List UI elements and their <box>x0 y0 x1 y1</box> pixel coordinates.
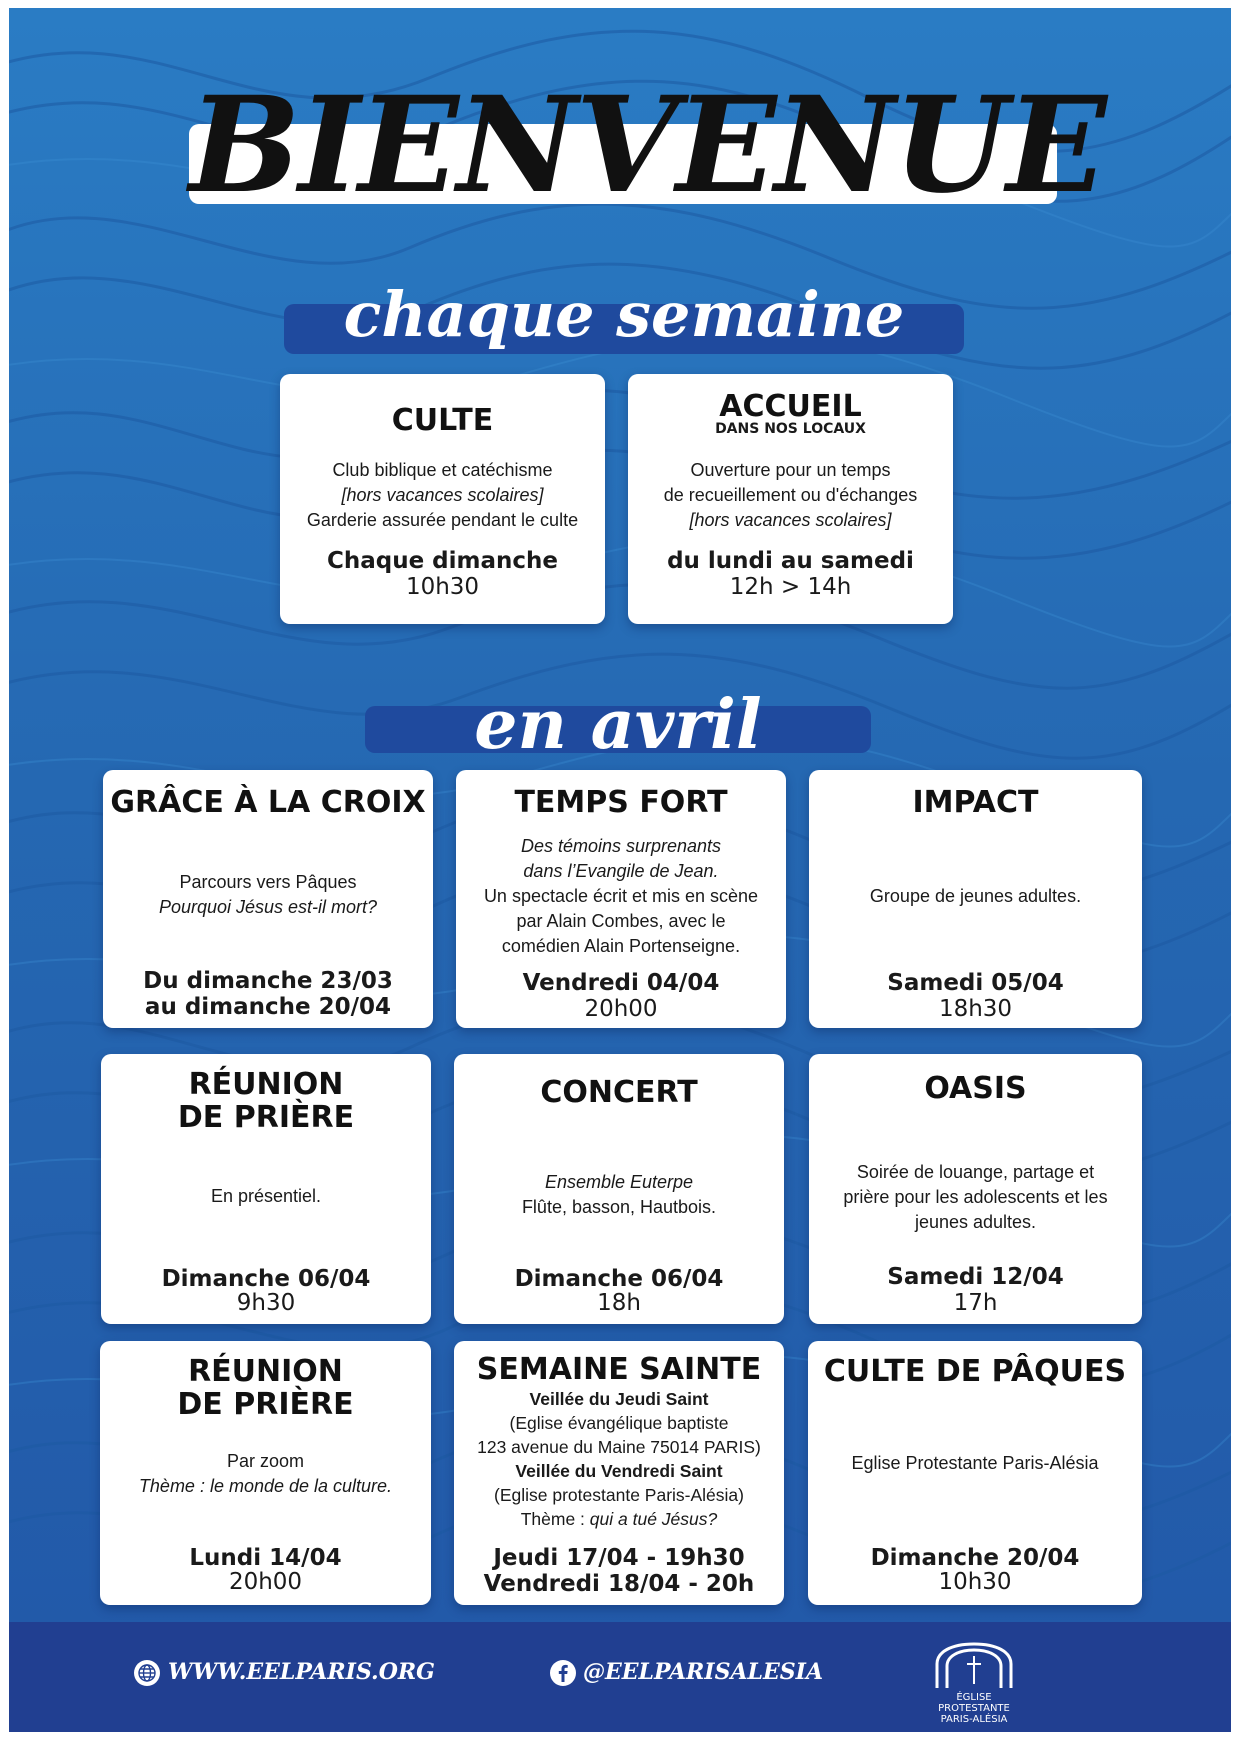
card-theme-line <box>460 1507 778 1531</box>
card-date-line: au dimanche 20/04 <box>144 994 392 1020</box>
event-card-reunion-de-priere-1 <box>101 1054 431 1324</box>
card-time: 18h30 <box>938 996 1013 1022</box>
event-card-concert <box>454 1054 784 1324</box>
card-title: IMPACT <box>912 785 1039 820</box>
card-title-line: DE PRIÈRE <box>177 1387 354 1422</box>
card-text-line: Parcours vers Pâques <box>179 872 357 892</box>
card-text-line: Ouverture pour un temps <box>690 460 891 480</box>
card-text-line: Veillée du Vendredi Saint <box>515 1461 723 1481</box>
weekly-heading: chaque semaine <box>343 278 905 351</box>
card-description <box>815 884 1136 909</box>
website-link[interactable]: WWW.EELPARIS.ORG <box>168 1659 435 1685</box>
card-date: Vendredi 04/04 <box>522 970 720 996</box>
card-description <box>286 458 599 533</box>
card-description <box>460 1387 778 1531</box>
weekly-card-accueil <box>628 374 953 624</box>
card-date: du lundi au samedi <box>667 548 914 574</box>
card-title: GRÂCE À LA CROIX <box>110 785 426 820</box>
event-card-oasis <box>809 1054 1142 1324</box>
card-title: TEMPS FORT <box>514 785 728 820</box>
card-time: 9h30 <box>236 1290 296 1316</box>
card-time: 18h <box>597 1290 641 1316</box>
footer <box>9 1622 1231 1732</box>
card-date: Chaque dimanche <box>326 548 559 574</box>
logo-text-line: PARIS-ALÉSIA <box>940 1714 1008 1725</box>
event-card-temps-fort <box>456 770 786 1028</box>
card-title-line: RÉUNION <box>188 1067 344 1102</box>
card-text-line: de recueillement ou d'échanges <box>663 485 918 505</box>
card-title: SEMAINE SAINTE <box>476 1352 762 1387</box>
card-date: Samedi 05/04 <box>887 970 1064 996</box>
poster <box>9 8 1231 1732</box>
card-time: 20h00 <box>584 996 658 1022</box>
card-time: 10h30 <box>405 574 480 600</box>
card-text-line: Club biblique et catéchisme <box>332 460 553 480</box>
globe-icon <box>133 1659 161 1687</box>
card-date: Dimanche 06/04 <box>161 1266 371 1292</box>
event-card-impact <box>809 770 1142 1028</box>
card-time: 17h <box>953 1290 998 1316</box>
card-date <box>454 1545 784 1597</box>
card-text-line: (Eglise évangélique baptiste <box>509 1413 729 1433</box>
card-text-line: par Alain Combes, avec le <box>516 911 726 931</box>
event-card-semaine-sainte <box>454 1341 784 1605</box>
card-description <box>815 1160 1136 1235</box>
event-card-reunion-de-priere-2 <box>100 1341 431 1605</box>
card-date: Dimanche 20/04 <box>870 1545 1080 1571</box>
logo-text-line: ÉGLISE <box>956 1692 992 1703</box>
card-text-line: Garderie assurée pendant le culte <box>306 510 579 530</box>
card-title <box>101 1068 431 1134</box>
card-date-line: Du dimanche 23/03 <box>143 968 393 994</box>
card-text-line: Eglise Protestante Paris-Alésia <box>851 1453 1099 1473</box>
card-date: Samedi 12/04 <box>887 1264 1064 1290</box>
card-title: CULTE <box>391 403 494 438</box>
facebook-link[interactable]: @EELPARISALESIA <box>583 1659 824 1685</box>
card-subtitle: DANS NOS LOCAUX <box>715 421 866 437</box>
card-time: 10h30 <box>938 1569 1012 1595</box>
card-date-line: Vendredi 18/04 - 20h <box>483 1571 755 1597</box>
card-description <box>106 1449 425 1499</box>
card-text-line: Un spectacle écrit et mis en scène <box>483 886 759 906</box>
card-date <box>103 968 433 1020</box>
event-card-culte-de-paques <box>808 1341 1142 1605</box>
card-text-line: En présentiel. <box>210 1186 322 1206</box>
card-text-line: Soirée de louange, partage et <box>856 1162 1095 1182</box>
card-title-line: RÉUNION <box>188 1354 343 1389</box>
card-text-line: 123 avenue du Maine 75014 PARIS) <box>477 1437 761 1457</box>
card-text-line: dans l’Evangile de Jean. <box>523 861 719 881</box>
logo-text-line: PROTESTANTE <box>938 1703 1010 1714</box>
card-description <box>460 1170 778 1220</box>
card-text-line: Thème : le monde de la culture. <box>138 1476 393 1496</box>
card-time: 12h > 14h <box>729 574 852 600</box>
april-heading: en avril <box>474 685 762 765</box>
card-description <box>462 834 780 959</box>
card-text-line: [hors vacances scolaires] <box>341 485 544 505</box>
card-description <box>107 1184 425 1209</box>
card-text-line: [hors vacances scolaires] <box>689 510 892 530</box>
card-title: CULTE DE PÂQUES <box>823 1354 1127 1389</box>
card-text-line: Des témoins surprenants <box>520 836 722 856</box>
card-text-line: (Eglise protestante Paris-Alésia) <box>494 1485 744 1505</box>
card-text-line: Pourquoi Jésus est-il mort? <box>158 897 378 917</box>
card-title: ACCUEIL <box>719 389 862 424</box>
church-logo-icon <box>931 1638 1017 1690</box>
card-date: Dimanche 06/04 <box>514 1266 724 1292</box>
card-title: CONCERT <box>540 1075 698 1110</box>
card-time: 20h00 <box>228 1569 303 1595</box>
card-text-line: Par zoom <box>226 1451 305 1471</box>
card-title-line: DE PRIÈRE <box>177 1100 355 1135</box>
card-title <box>100 1355 431 1421</box>
card-description <box>109 870 427 920</box>
card-description <box>634 458 947 533</box>
page-title: BIENVENUE <box>189 68 1105 223</box>
card-title: OASIS <box>924 1071 1027 1106</box>
card-text-line: Flûte, basson, Hautbois. <box>521 1197 717 1217</box>
theme-label: Thème : <box>520 1509 590 1529</box>
card-text-line: Veillée du Jeudi Saint <box>529 1389 709 1409</box>
theme-value: qui a tué Jésus? <box>589 1509 718 1529</box>
church-logo-text <box>924 1692 1024 1725</box>
facebook-icon <box>549 1659 577 1687</box>
card-text-line: Ensemble Euterpe <box>544 1172 694 1192</box>
card-text-line: prière pour les adolescents et les <box>843 1187 1108 1207</box>
weekly-card-culte <box>280 374 605 624</box>
card-description <box>814 1451 1136 1476</box>
card-date: Lundi 14/04 <box>189 1545 342 1571</box>
card-date-line: Jeudi 17/04 - 19h30 <box>493 1545 745 1571</box>
card-text-line: comédien Alain Portenseigne. <box>501 936 741 956</box>
card-text-line: jeunes adultes. <box>914 1212 1037 1232</box>
event-card-grace-a-la-croix <box>103 770 433 1028</box>
card-text-line: Groupe de jeunes adultes. <box>869 886 1082 906</box>
